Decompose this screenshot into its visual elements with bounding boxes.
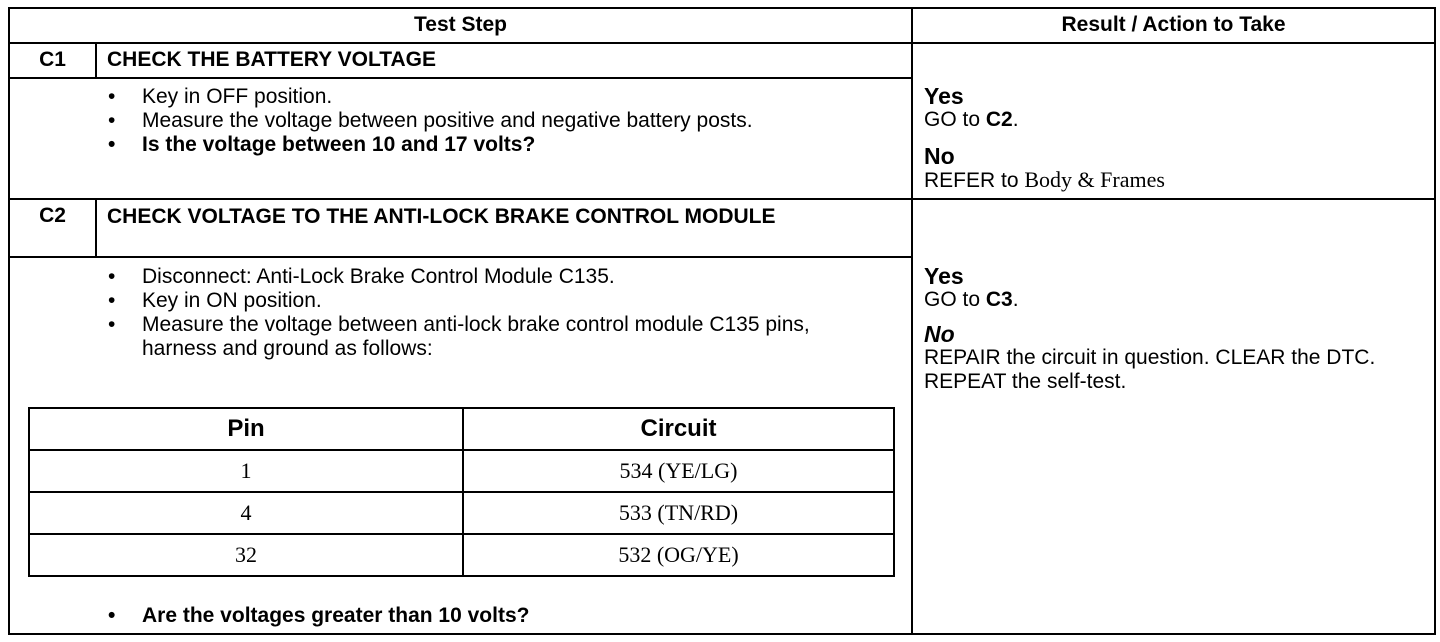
- c2-title-divider: [8, 256, 913, 258]
- step-c1-bullet: • Measure the voltage between positive and negative battery posts.: [104, 109, 824, 133]
- c1-no-action-ref: Body & Frames: [1024, 167, 1165, 192]
- circuit-cell: 534 (YE/LG): [463, 450, 894, 492]
- step-c2-question: • Are the voltages greater than 10 volts?: [104, 604, 834, 628]
- table-row: [29, 534, 894, 576]
- c2-no-action: REPAIR the circuit in question. CLEAR the DTC. REPEAT the self-test.: [924, 346, 1376, 393]
- c1-id-divider: [95, 42, 97, 79]
- header-test-step: Test Step: [414, 13, 507, 36]
- step-c1-title: CHECK THE BATTERY VOLTAGE: [107, 48, 437, 71]
- pin-cell: 4: [29, 492, 463, 534]
- table-border-bottom: [8, 633, 1436, 635]
- step-c2-title: CHECK VOLTAGE TO THE ANTI-LOCK BRAKE CONTROL MODULE: [107, 205, 776, 228]
- step-c2-instructions: [104, 265, 834, 361]
- c2-yes-action: [924, 288, 1432, 312]
- step-c1-instructions: [104, 85, 824, 157]
- c1-no-action-prefix: REFER to: [924, 169, 1025, 192]
- table-border-top: [8, 7, 1436, 9]
- table-border-left: [8, 7, 10, 635]
- pin-circuit-table: [28, 407, 895, 577]
- circuit-column-header: Circuit: [463, 408, 894, 450]
- c1-c2-divider: [8, 198, 1436, 200]
- c2-yes-action-target: C3: [985, 288, 1013, 311]
- c2-no-label: No: [924, 321, 955, 347]
- header-divider: [8, 42, 1436, 44]
- step-c1-result: [924, 84, 1429, 193]
- step-c2-bullet: • Disconnect: Anti-Lock Brake Control Module C135.: [104, 265, 834, 289]
- step-c1-id: C1: [39, 48, 66, 71]
- pin-column-header: Pin: [29, 408, 463, 450]
- c2-yes-action-suffix: .: [1012, 288, 1019, 311]
- c1-no-action: [924, 168, 1429, 193]
- c1-yes-action-target: C2: [985, 108, 1013, 131]
- table-row: [29, 492, 894, 534]
- circuit-cell: 533 (TN/RD): [463, 492, 894, 534]
- c1-yes-label: Yes: [924, 83, 964, 109]
- c2-yes-action-prefix: GO to: [924, 288, 986, 311]
- column-divider: [911, 7, 913, 635]
- step-c2-result: [924, 264, 1432, 394]
- step-c2-id: C2: [39, 204, 66, 227]
- step-c1-bullet: • Key in OFF position.: [104, 85, 824, 109]
- c1-title-divider: [8, 77, 913, 79]
- table-border-right: [1434, 7, 1436, 635]
- table-row: [29, 450, 894, 492]
- step-c2-bullet: • Measure the voltage between anti-lock brake control module C135 pins, harness and ground as follows:: [104, 313, 834, 361]
- step-c2-bullet: • Key in ON position.: [104, 289, 834, 313]
- c2-id-divider: [95, 198, 97, 258]
- c1-yes-action: [924, 108, 1429, 132]
- c1-yes-action-suffix: .: [1012, 108, 1019, 131]
- circuit-cell: 532 (OG/YE): [463, 534, 894, 576]
- c1-no-label: No: [924, 143, 955, 169]
- pin-cell: 32: [29, 534, 463, 576]
- c1-yes-action-prefix: GO to: [924, 108, 986, 131]
- step-c2-final-question-block: [104, 604, 834, 628]
- pin-table-header-row: [29, 408, 894, 450]
- header-result-action: Result / Action to Take: [1061, 13, 1286, 36]
- step-c1-question: • Is the voltage between 10 and 17 volts?: [104, 133, 824, 157]
- pin-cell: 1: [29, 450, 463, 492]
- c2-yes-label: Yes: [924, 263, 964, 289]
